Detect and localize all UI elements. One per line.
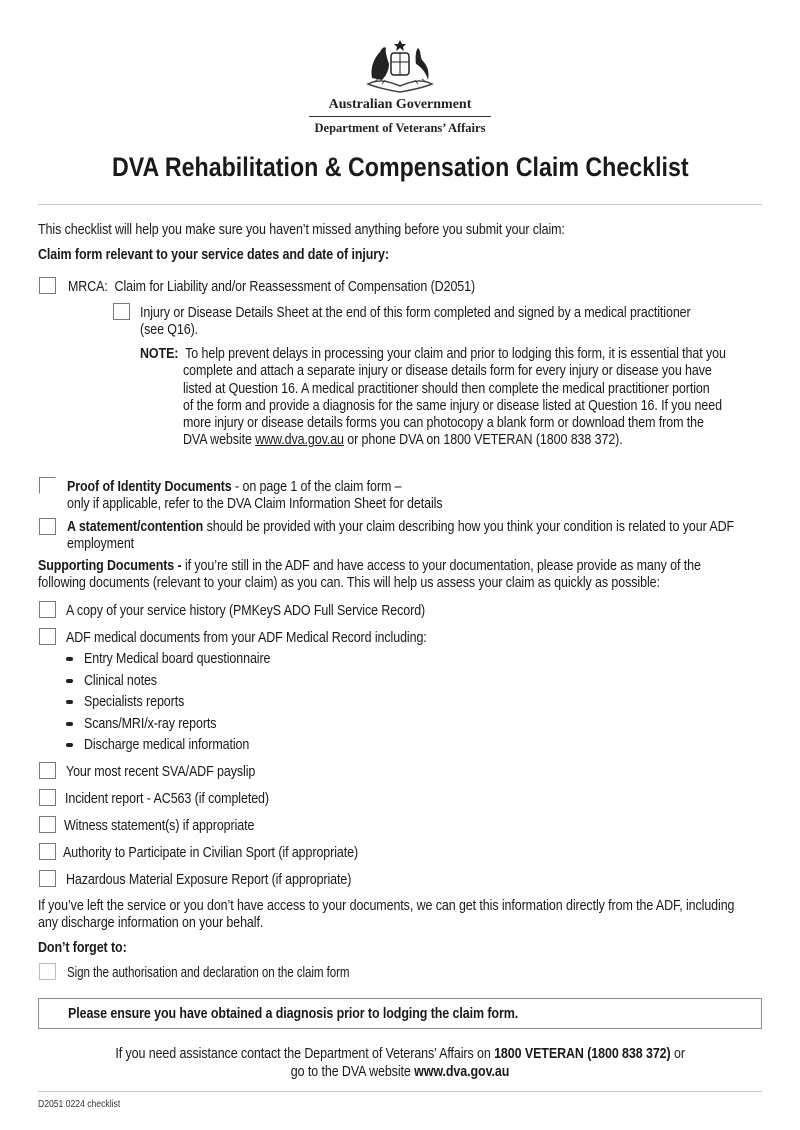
adf-medical-item: ADF medical documents from your ADF Medical Record including:	[66, 630, 427, 646]
assistance-website[interactable]: www.dva.gov.au	[414, 1064, 510, 1080]
coat-of-arms-logo	[360, 38, 440, 96]
bullet-icon	[66, 657, 73, 661]
intro-text: This checklist will help you make sure you haven’t missed anything before you submit your claim:	[38, 222, 565, 238]
mrca-label: MRCA:	[68, 279, 108, 295]
bullet-item: Entry Medical board questionnaire	[84, 651, 271, 667]
left-service-text: If you’ve left the service or you don’t have access to your documents, we can get this information directly from the ADF, including any discharge information on your behalf.	[38, 898, 735, 931]
proof-of-identity-checkbox[interactable]	[39, 477, 56, 494]
supporting-documents-intro: Supporting Documents - if you’re still in the ADF and have access to your documentation, please provide as many of the following documents (relevant to your claim) as you can. This will help us assess your claim as quickly as possible:	[38, 558, 701, 591]
page-title	[0, 152, 800, 183]
bullet-item: Specialists reports	[84, 694, 185, 710]
logo-divider	[309, 116, 491, 117]
sign-declaration-checkbox[interactable]	[39, 963, 56, 980]
payslip-checkbox[interactable]	[39, 762, 56, 779]
page-title-text: DVA Rehabilitation & Compensation Claim Checklist	[111, 152, 689, 182]
dva-website-link[interactable]: www.dva.gov.au	[255, 432, 344, 449]
mrca-item	[68, 279, 541, 295]
bullet-item: Scans/MRI/x-ray reports	[84, 716, 217, 732]
incident-report-checkbox[interactable]	[39, 789, 56, 806]
footer-divider	[38, 1091, 762, 1092]
bullet-item: Clinical notes	[84, 673, 157, 689]
statement-checkbox[interactable]	[39, 518, 56, 535]
dont-forget-heading: Don’t forget to:	[38, 940, 127, 956]
injury-disease-sheet-checkbox[interactable]	[113, 303, 130, 320]
sign-declaration-item: Sign the authorisation and declaration on the claim form	[67, 965, 350, 981]
bullet-item: Discharge medical information	[84, 737, 250, 753]
assistance-phone: 1800 VETERAN (1800 838 372)	[493, 1046, 671, 1062]
footer-code: D2051 0224 checklist	[38, 1099, 121, 1110]
witness-statement-checkbox[interactable]	[39, 816, 56, 833]
assistance-text: If you need assistance contact the Department of Veterans’ Affairs on 1800 VETERAN (1800 838 372) or go to the DVA website www.dva.gov.au	[115, 1046, 685, 1080]
injury-disease-sheet-text: Injury or Disease Details Sheet at the end of this form completed and signed by a medical practitioner (see Q16).	[140, 305, 691, 338]
department-wordmark: Department of Veterans’ Affairs	[314, 121, 486, 135]
civilian-sport-item: Authority to Participate in Civilian Sport (if appropriate)	[63, 845, 359, 861]
note-lines: complete and attach a separate injury or disease details form for every injury or disease you have listed at Question 16. A medical practitioner should then complete the medical practitioner portion of the form and provide a diagnosis for the same injury or disease listed at Question 16. If you need more injury or disease details forms you can photocopy a blank form or download them from the DVA website www.dva.gov.au or phone DVA on 1800 VETERAN (1800 838 372).	[183, 363, 722, 449]
payslip-item: Your most recent SVA/ADF payslip	[66, 764, 256, 780]
incident-report-item: Incident report - AC563 (if completed)	[65, 791, 269, 807]
mrca-checkbox[interactable]	[39, 277, 56, 294]
note-block: NOTE: To help prevent delays in processing your claim and prior to lodging this form, it is essential that you	[140, 346, 726, 362]
service-history-item: A copy of your service history (PMKeyS ADO Full Service Record)	[66, 603, 426, 619]
note-label: NOTE:	[140, 346, 179, 362]
adf-medical-checkbox[interactable]	[39, 628, 56, 645]
australian-government-wordmark: Australian Government	[328, 97, 472, 112]
hazardous-material-checkbox[interactable]	[39, 870, 56, 887]
diagnosis-notice: Please ensure you have obtained a diagnosis prior to lodging the claim form.	[68, 1006, 519, 1022]
witness-statement-item: Witness statement(s) if appropriate	[64, 818, 255, 834]
civilian-sport-checkbox[interactable]	[39, 843, 56, 860]
bullet-icon	[66, 700, 73, 704]
bullet-icon	[66, 743, 73, 747]
mrca-text: Claim for Liability and/or Reassessment of Compensation (D2051)	[114, 279, 476, 295]
proof-of-identity-item: Proof of Identity Documents - on page 1 of the claim form – only if applicable, refer to the DVA Claim Information Sheet for details	[67, 479, 443, 512]
statement-item: A statement/contention should be provided with your claim describing how you think your condition is related to your ADF employment	[67, 519, 735, 552]
bullet-icon	[66, 679, 73, 683]
claim-form-heading: Claim form relevant to your service dates and date of injury:	[38, 247, 389, 263]
hazardous-material-item: Hazardous Material Exposure Report (if appropriate)	[66, 872, 352, 888]
service-history-checkbox[interactable]	[39, 601, 56, 618]
bullet-icon	[66, 722, 73, 726]
title-divider	[38, 204, 762, 205]
